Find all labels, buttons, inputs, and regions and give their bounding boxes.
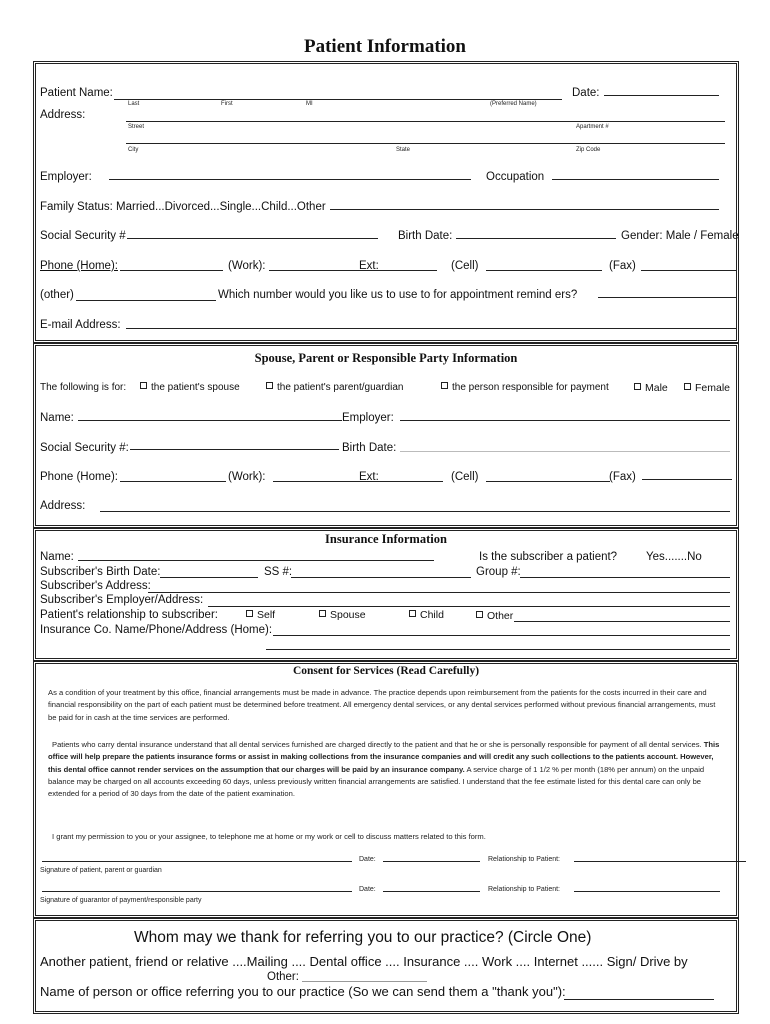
- yes-no-label[interactable]: Yes.......No: [646, 551, 702, 563]
- signature-2-field[interactable]: [42, 891, 352, 892]
- patient-name-field[interactable]: [114, 99, 562, 100]
- spouse-section: [33, 343, 739, 528]
- spouse-phone-home-label: Phone (Home):: [40, 471, 118, 483]
- checkbox-icon: [684, 383, 691, 390]
- insurance-company-label: Insurance Co. Name/Phone/Address (Home):: [40, 624, 273, 636]
- ss-field[interactable]: [291, 577, 471, 578]
- cell-label: (Cell): [451, 260, 479, 272]
- date-field[interactable]: [604, 95, 719, 96]
- spouse-ext-label: Ext:: [359, 471, 379, 483]
- signature-1-field[interactable]: [42, 861, 352, 862]
- subscriber-employer-label: Subscriber's Employer/Address:: [40, 594, 204, 606]
- employer-field[interactable]: [109, 179, 471, 180]
- signature-1-relationship-field[interactable]: [574, 861, 746, 862]
- email-label: E-mail Address:: [40, 319, 121, 331]
- signature-1-caption: Signature of patient, parent or guardian: [40, 867, 162, 874]
- option-responsible-payment[interactable]: the person responsible for payment: [441, 381, 609, 395]
- following-for-label: The following is for:: [40, 382, 127, 393]
- checkbox-icon: [319, 610, 326, 617]
- insurance-heading: Insurance Information: [325, 532, 447, 546]
- consent-section: [33, 661, 739, 918]
- ssn-field[interactable]: [127, 238, 378, 239]
- spouse-fax-field[interactable]: [642, 479, 732, 480]
- patient-name-label: Patient Name:: [40, 87, 113, 99]
- checkbox-icon: [634, 383, 641, 390]
- address-city-field[interactable]: [126, 143, 725, 144]
- family-status-field[interactable]: [330, 209, 719, 210]
- relationship-self[interactable]: Self: [246, 608, 275, 622]
- spouse-name-field[interactable]: [78, 420, 342, 421]
- ss-label: SS #:: [264, 566, 293, 578]
- referral-heading: Whom may we thank for referring you to our practice? (Circle One): [134, 929, 592, 946]
- reminder-number-field[interactable]: [598, 297, 736, 298]
- spouse-phone-home-field[interactable]: [120, 481, 226, 482]
- spouse-address-field[interactable]: [100, 511, 730, 512]
- phone-home-label: Phone (Home):: [40, 260, 118, 272]
- spouse-birth-date-label: Birth Date:: [342, 442, 397, 454]
- birth-date-label: Birth Date:: [398, 230, 453, 242]
- address-label: Address:: [40, 109, 86, 121]
- phone-home-field[interactable]: [120, 270, 223, 271]
- other-phone-label: (other): [40, 289, 74, 301]
- spouse-address-label: Address:: [40, 500, 86, 512]
- address-street-field[interactable]: [126, 121, 725, 122]
- group-field[interactable]: [520, 577, 730, 578]
- employer-label: Employer:: [40, 171, 92, 183]
- signature-2-date-field[interactable]: [383, 891, 480, 892]
- signature-2-relationship-field[interactable]: [574, 891, 720, 892]
- subscriber-birth-date-field[interactable]: [160, 577, 258, 578]
- spouse-name-label: Name:: [40, 412, 74, 424]
- sub-zip: Zip Code: [576, 147, 601, 153]
- group-label: Group #:: [476, 566, 521, 578]
- ins-name-label: Name:: [40, 551, 74, 563]
- cell-field[interactable]: [486, 270, 602, 271]
- page-title: Patient Information: [303, 36, 466, 57]
- insurance-section: [33, 528, 739, 661]
- checkbox-icon: [246, 610, 253, 617]
- sub-city: City: [128, 147, 139, 153]
- sub-preferred-name: (Preferred Name): [490, 101, 537, 107]
- signature-1-date-field[interactable]: [383, 861, 480, 862]
- spouse-employer-field[interactable]: [400, 420, 730, 421]
- referral-section: [33, 918, 739, 1014]
- family-status-label: Family Status: Married...Divorced...Single...Child...Other: [40, 201, 326, 213]
- referral-name-label: Name of person or office referring you to our practice (So we can send them a "thank you"):: [40, 984, 566, 999]
- insurance-company-field-2[interactable]: [266, 649, 730, 650]
- patient-section: [33, 61, 739, 343]
- sub-first: First: [221, 101, 233, 107]
- relationship-spouse[interactable]: Spouse: [319, 608, 366, 622]
- checkbox-icon: [266, 382, 273, 389]
- option-spouse[interactable]: the patient's spouse: [140, 381, 240, 395]
- subscriber-birth-date-label: Subscriber's Birth Date:: [40, 566, 161, 578]
- spouse-work-field[interactable]: [273, 481, 443, 482]
- checkbox-icon: [476, 611, 483, 618]
- subscriber-address-label: Subscriber's Address:: [40, 580, 151, 592]
- signature-2-caption: Signature of guarantor of payment/responsible party: [40, 897, 202, 904]
- spouse-fax-label: (Fax): [609, 471, 636, 483]
- sub-last: Last: [128, 101, 140, 107]
- work-label: (Work):: [228, 260, 266, 272]
- referral-options[interactable]: Another patient, friend or relative ....Mailing .... Dental office .... Insurance .... Work .... Internet ...... Sign/ Drive by: [40, 954, 688, 969]
- ssn-label: Social Security #: [40, 230, 126, 242]
- ext-label: Ext:: [359, 260, 379, 272]
- option-parent-guardian[interactable]: the patient's parent/guardian: [266, 381, 403, 395]
- consent-paragraph-3: I grant my permission to you or your assignee, to telephone me at home or my work or cell to discuss matters related to this form.: [52, 832, 486, 841]
- fax-field[interactable]: [641, 270, 736, 271]
- checkbox-icon: [441, 382, 448, 389]
- spouse-employer-label: Employer:: [342, 412, 394, 424]
- checkbox-icon: [409, 610, 416, 617]
- referral-other-label: Other:: [267, 971, 299, 983]
- insurance-company-field[interactable]: [273, 635, 730, 636]
- signature-2-date-label: Date:: [359, 886, 376, 893]
- consent-heading: Consent for Services (Read Carefully): [292, 665, 480, 677]
- sub-street: Street: [128, 124, 145, 130]
- sub-apartment: Apartment #: [576, 124, 609, 130]
- signature-2-relationship-label: Relationship to Patient:: [488, 886, 560, 893]
- work-field[interactable]: [269, 270, 437, 271]
- spouse-ssn-field[interactable]: [130, 449, 339, 450]
- referral-name-field[interactable]: [564, 999, 714, 1000]
- consent-paragraph-2: Patients who carry dental insurance understand that all dental services furnished are charged directly to the patient and that he or she is personally responsible for payment of all dental services. This office will help prepare the patients insurance forms or assist in making collections from the insurance companies and will credit any such collections to the patients account. However, this dental office cannot render services on the assumption that our charges will be paid by an insurance company. A service charge of 1 1/2 % per month (18% per annum) on the unpaid balance may be charged on all accounts exceeding 60 days, unless previously written financial arrangements are satisfied. I understand that the fee estimate listed for this dental care can only be extended for a period of 30 days from the date of the patient examination.: [48, 740, 720, 799]
- other-phone-field[interactable]: [76, 300, 216, 301]
- option-female[interactable]: Female: [684, 381, 730, 395]
- ins-name-field[interactable]: [78, 560, 434, 561]
- occupation-label: Occupation: [486, 171, 545, 183]
- option-male[interactable]: Male: [634, 381, 668, 395]
- gender-label: Gender: Male / Female: [621, 230, 739, 242]
- subscriber-address-field[interactable]: [148, 592, 730, 593]
- reminder-number-label: Which number would you like us to use to for appointment remind ers?: [218, 289, 578, 301]
- signature-1-relationship-label: Relationship to Patient:: [488, 856, 560, 863]
- spouse-work-label: (Work):: [228, 471, 266, 483]
- subscriber-employer-field[interactable]: [208, 606, 730, 607]
- checkbox-icon: [140, 382, 147, 389]
- spouse-ssn-label: Social Security #:: [40, 442, 129, 454]
- relationship-child[interactable]: Child: [409, 608, 444, 622]
- relationship-label: Patient's relationship to subscriber:: [40, 609, 218, 621]
- sub-state: State: [396, 147, 411, 153]
- fax-label: (Fax): [609, 260, 636, 272]
- is-subscriber-label: Is the subscriber a patient?: [479, 551, 618, 563]
- date-label: Date:: [572, 87, 600, 99]
- occupation-field[interactable]: [552, 179, 719, 180]
- consent-paragraph-1: As a condition of your treatment by this office, financial arrangements must be made in advance. The practice depends upon reimbursement from the patients for the costs incurred in their care and financial responsibility on the part of each patient must be determined before treatment. All emergency dental services, or any dental services performed without previous financial arrangements, must be paid for in cash at the time services are performed.: [48, 688, 716, 722]
- relationship-other[interactable]: Other: [476, 609, 513, 623]
- signature-1-date-label: Date:: [359, 856, 376, 863]
- referral-other-field[interactable]: [302, 981, 427, 982]
- relationship-other-field[interactable]: [514, 621, 730, 622]
- spouse-cell-field[interactable]: [486, 481, 610, 482]
- spouse-cell-label: (Cell): [451, 471, 479, 483]
- spouse-heading: Spouse, Parent or Responsible Party Information: [254, 351, 518, 365]
- birth-date-field[interactable]: [456, 238, 616, 239]
- spouse-birth-date-field[interactable]: [400, 451, 730, 452]
- email-field[interactable]: [126, 328, 736, 329]
- sub-mi: MI: [306, 101, 313, 107]
